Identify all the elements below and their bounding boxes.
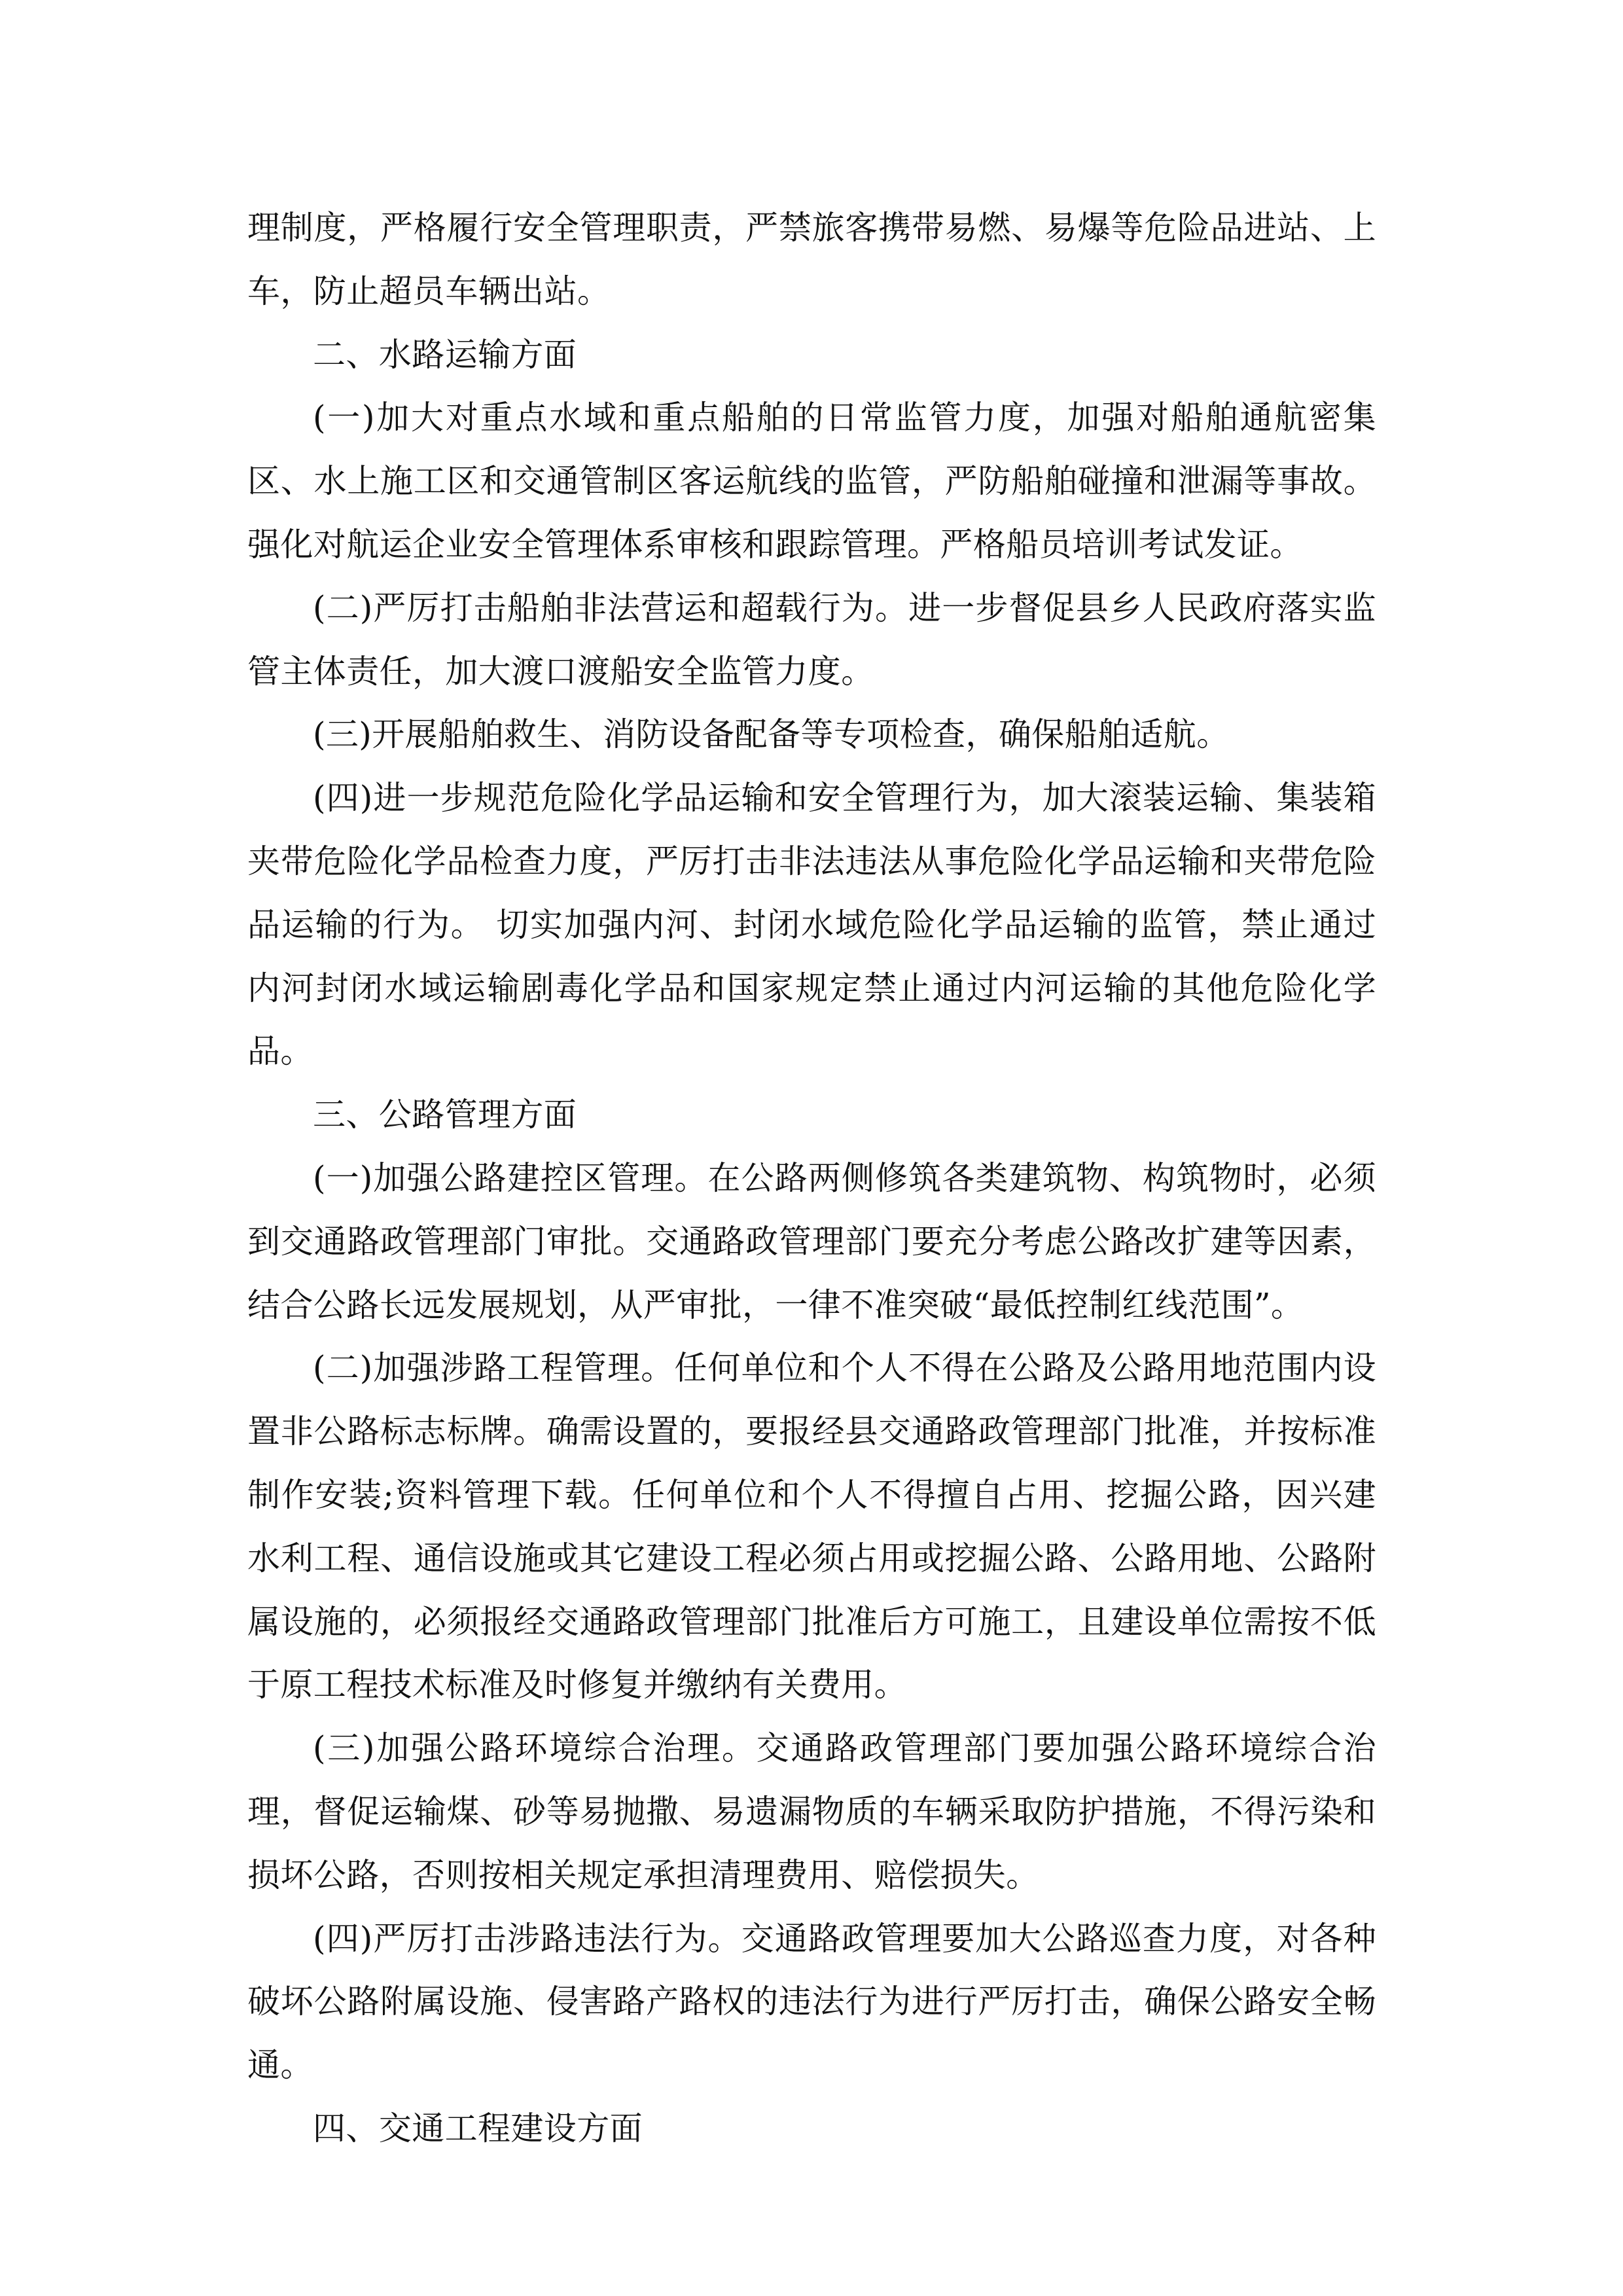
paragraph-waterway-2: (二)严厉打击船舶非法营运和超载行为。进一步督促县乡人民政府落实监管主体责任，加大渡口渡船安全监管力度。 bbox=[247, 588, 1376, 691]
paragraph-waterway-4: (四)进一步规范危险化学品运输和安全管理行为，加大滚装运输、集装箱夹带危险化学品检查力度，严厉打击非法违法从事危险化学品运输和夹带危险品运输的行为。 切实加强内河、封闭水域危险化学品运输的监管，禁止通过内河封闭水域运输剧毒化学品和国家规定禁止通过内河运输的其他危险化学品。 bbox=[247, 779, 1376, 1071]
paragraph-highway-4: (四)严厉打击涉路违法行为。交通路政管理要加大公路巡查力度，对各种破坏公路附属设施、侵害路产路权的违法行为进行严厉打击，确保公路安全畅通。 bbox=[247, 1919, 1376, 2085]
paragraph-highway-1: (一)加强公路建控区管理。在公路两侧修筑各类建筑物、构筑物时，必须到交通路政管理部门审批。交通路政管理部门要充分考虑公路改扩建等因素，结合公路长远发展规划，从严审批，一律不准突破“最低控制红线范围”。 bbox=[247, 1158, 1376, 1324]
paragraph-highway-2: (二)加强涉路工程管理。任何单位和个人不得在公路及公路用地范围内设置非公路标志标牌。确需设置的，要报经县交通路政管理部门批准，并按标准制作安装;资料管理下载。任何单位和个人不得擅自占用、挖掘公路，因兴建水利工程、通信设施或其它建设工程必须占用或挖掘公路、公路用地、公路附属设施的，必须报经交通路政管理部门批准后方可施工，且建设单位需按不低于原工程技术标准及时修复并缴纳有关费用。 bbox=[247, 1349, 1376, 1704]
paragraph-waterway-1: (一)加大对重点水域和重点船舶的日常监管力度，加强对船舶通航密集区、水上施工区和交通管制区客运航线的监管，严防船舶碰撞和泄漏等事故。强化对航运企业安全管理体系审核和跟踪管理。严格船员培训考试发证。 bbox=[247, 399, 1376, 564]
section-heading-highway: 三、公路管理方面 bbox=[313, 1096, 577, 1134]
document-page bbox=[247, 196, 1376, 2161]
section-heading-waterway: 二、水路运输方面 bbox=[313, 335, 577, 374]
paragraph-continuation: 理制度，严格履行安全管理职责，严禁旅客携带易燃、易爆等危险品进站、上车，防止超员车辆出站。 bbox=[247, 209, 1376, 310]
section-heading-construction: 四、交通工程建设方面 bbox=[313, 2109, 643, 2147]
paragraph-highway-3: (三)加强公路环境综合治理。交通路政管理部门要加强公路环境综合治理，督促运输煤、砂等易抛撒、易遗漏物质的车辆采取防护措施，不得污染和损坏公路，否则按相关规定承担清理费用、赔偿损失。 bbox=[247, 1729, 1376, 1894]
paragraph-waterway-3: (三)开展船舶救生、消防设备配备等专项检查，确保船舶适航。 bbox=[313, 715, 1230, 754]
